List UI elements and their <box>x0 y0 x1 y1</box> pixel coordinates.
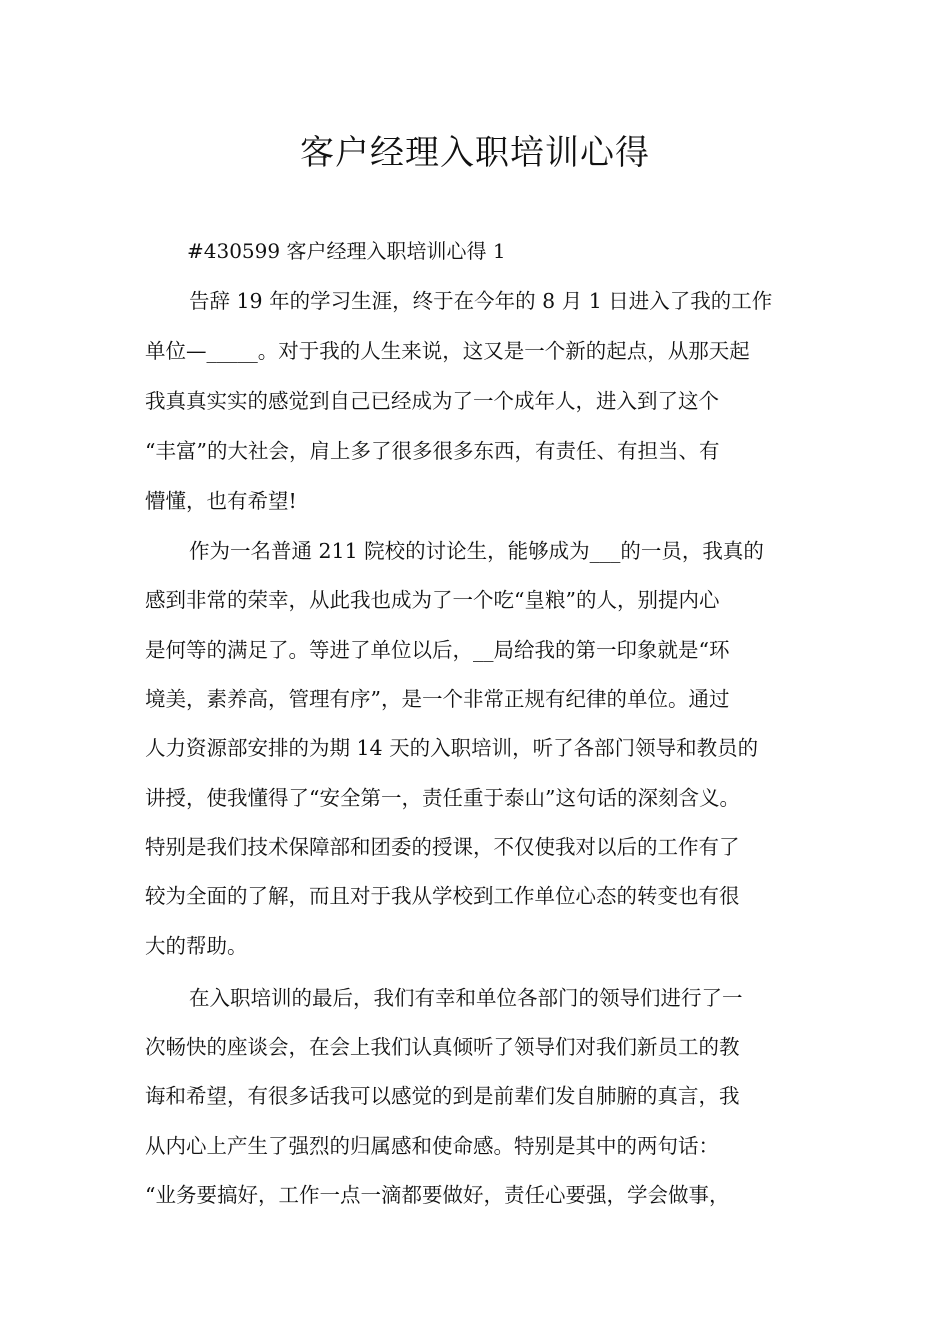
paragraph-line: “丰富”的大社会，肩上多了很多很多东西，有责任、有担当、有 <box>145 439 720 463</box>
paragraph-line: “业务要搞好，工作一点一滴都要做好，责任心要强，学会做事， <box>145 1183 730 1207</box>
paragraph-line: 境美，素养高，管理有序”，是一个非常正规有纪律的单位。通过 <box>145 687 730 711</box>
paragraph-line: 从内心上产生了强烈的归属感和使命感。特别是其中的两句话： <box>145 1134 719 1158</box>
paragraph-line: 是何等的满足了。等进了单位以后，__局给我的第一印象就是“环 <box>145 638 730 662</box>
section-heading: #430599 客户经理入职培训心得 1 <box>187 239 506 263</box>
paragraph-line: 诲和希望，有很多话我可以感觉的到是前辈们发自肺腑的真言，我 <box>145 1084 740 1108</box>
paragraph-line: 告辞 19 年的学习生涯，终于在今年的 8 月 1 日进入了我的工作 <box>189 289 773 313</box>
paragraph-line: 在入职培训的最后，我们有幸和单位各部门的领导们进行了一 <box>189 986 743 1010</box>
paragraph-line: 单位—_____。对于我的人生来说，这又是一个新的起点，从那天起 <box>145 339 750 363</box>
paragraph-line: 次畅快的座谈会，在会上我们认真倾听了领导们对我们新员工的教 <box>145 1035 740 1059</box>
paragraph-line: 感到非常的荣幸，从此我也成为了一个吃“皇粮”的人，别提内心 <box>145 588 720 612</box>
paragraph-line: 特别是我们技术保障部和团委的授课，不仅使我对以后的工作有了 <box>145 835 740 859</box>
paragraph-line: 作为一名普通 211 院校的讨论生，能够成为___的一员，我真的 <box>189 539 764 563</box>
paragraph-line: 大的帮助。 <box>145 934 248 958</box>
paragraph-line: 人力资源部安排的为期 14 天的入职培训，听了各部门领导和教员的 <box>145 736 759 760</box>
paragraph-line: 我真真实实的感觉到自己已经成为了一个成年人，进入到了这个 <box>145 389 719 413</box>
paragraph-line: 较为全面的了解，而且对于我从学校到工作单位心态的转变也有很 <box>145 884 740 908</box>
paragraph-line: 讲授，使我懂得了“安全第一，责任重于泰山”这句话的深刻含义。 <box>145 786 740 810</box>
document-title: 客户经理入职培训心得 <box>300 133 650 173</box>
paragraph-line: 懵懂，也有希望! <box>145 489 297 513</box>
